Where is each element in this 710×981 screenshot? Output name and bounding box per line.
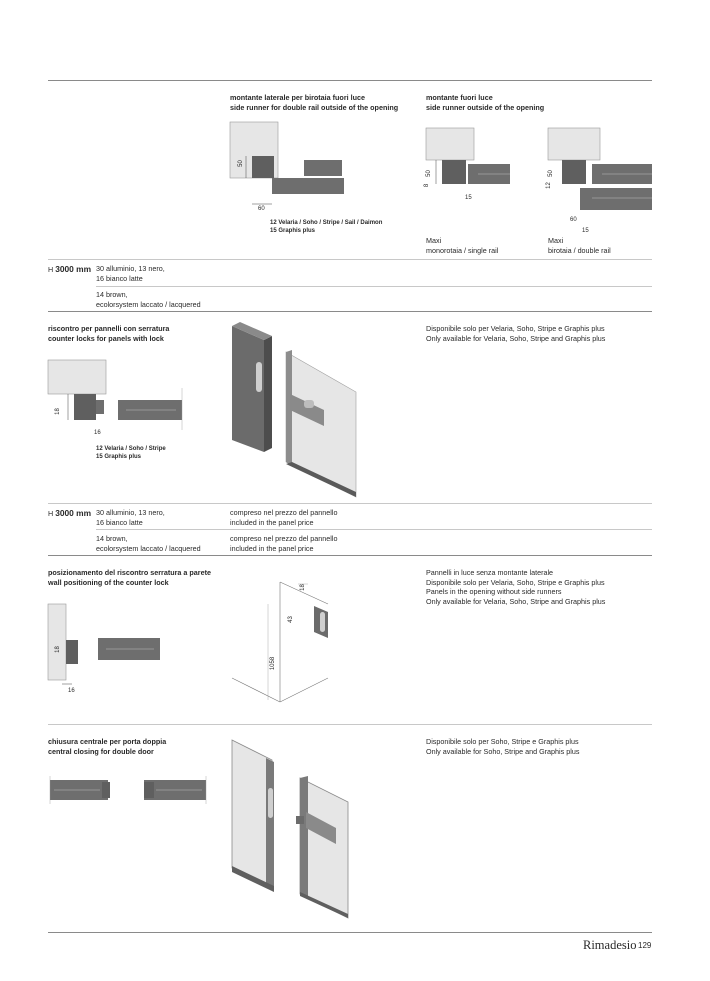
col2-caption	[426, 236, 498, 255]
table2-row-2-finish	[96, 534, 201, 553]
wall-dim-43: 43	[287, 616, 294, 623]
table1-row-2-line1: 14 brown,	[96, 290, 128, 299]
table2-row-1-finish-line1: 30 alluminio, 13 nero,	[96, 508, 165, 517]
illustration-counter-lock-3d	[228, 322, 358, 497]
col2-title	[426, 93, 544, 112]
table2-height-value: 3000 mm	[55, 508, 92, 518]
footer-rule	[48, 932, 652, 933]
dim-60: 60	[258, 206, 265, 212]
wall-position-note	[426, 568, 605, 606]
col3-caption-line1: Maxi	[548, 236, 564, 245]
counter-lock-caption-line2: 15 Graphis plus	[96, 454, 142, 460]
col1-title-en: side runner for double rail outside of the opening	[230, 102, 399, 112]
counter-lock-note-it: Disponibile solo per Velaria, Soho, Stripe e Graphis plus	[426, 324, 605, 333]
wall-position-title-it: posizionamento del riscontro serratura a parete	[48, 568, 211, 577]
table1-row-1-line1: 30 alluminio, 13 nero,	[96, 264, 165, 273]
col2-title-en: side runner outside of the opening	[426, 102, 545, 112]
section2-rule	[48, 311, 652, 312]
table2-row-1-price	[230, 508, 337, 527]
drawing-maxi-double-rail	[545, 128, 653, 228]
wall-dim-18: 18	[54, 646, 61, 653]
table1-height-prefix: H	[48, 265, 54, 274]
col1-caption-line1: 12 Velaria / Soho / Stripe / Sail / Daimon	[270, 220, 383, 226]
table2-row-1-price-en: included in the panel price	[230, 517, 314, 527]
wall-dim-18-b: 18	[299, 584, 306, 591]
wall-position-title-en: wall positioning of the counter lock	[48, 577, 169, 587]
table1-row-2-line2: ecolorsystem laccato / lacquered	[96, 299, 201, 309]
table2-row-2-price-it: compreso nel prezzo del pannello	[230, 534, 338, 543]
table1-row-1	[96, 264, 165, 283]
table1-mid-rule	[96, 286, 652, 287]
col1-caption	[270, 219, 382, 235]
counter-lock-caption-line1: 12 Velaria / Soho / Stripe	[96, 446, 166, 452]
col2-caption-line2: monorotaia / single rail	[426, 245, 499, 255]
table2-row-2-finish-line1: 14 brown,	[96, 534, 128, 543]
col2-caption-line1: Maxi	[426, 236, 442, 245]
counter-lock-title-it: riscontro per pannelli con serratura	[48, 324, 170, 333]
table2-row-1-finish-line2: 16 bianco latte	[96, 517, 143, 527]
counter-lock-dim-16: 16	[94, 430, 101, 436]
dim-8: 8	[424, 183, 431, 188]
central-closing-title	[48, 737, 166, 756]
counter-lock-title	[48, 324, 169, 343]
col3-caption	[548, 236, 611, 255]
wall-position-title	[48, 568, 211, 587]
table2-row-1-price-it: compreso nel prezzo del pannello	[230, 508, 338, 517]
counter-lock-dim-18: 18	[54, 408, 61, 415]
central-closing-note	[426, 737, 579, 756]
dim-50-c: 50	[547, 170, 554, 177]
col2-title-it: montante fuori luce	[426, 93, 493, 102]
section4-rule	[48, 724, 652, 725]
wall-position-note-line3: Panels in the opening without side runners	[426, 587, 562, 596]
dim-50-b: 50	[425, 170, 432, 177]
table1-row-1-line2: 16 bianco latte	[96, 273, 143, 283]
table2-top-rule	[48, 503, 652, 504]
central-closing-note-en: Only available for Soho, Stripe and Graphis plus	[426, 746, 580, 756]
table2-row-2-price	[230, 534, 337, 553]
table2-row-2-price-en: included in the panel price	[230, 543, 314, 553]
section3-rule	[48, 555, 652, 556]
table1-height	[48, 264, 91, 274]
wall-position-note-line2: Disponibile solo per Velaria, Soho, Stripe e Graphis plus	[426, 577, 605, 587]
col1-caption-line2: 15 Graphis plus	[270, 228, 316, 234]
drawing-side-runner-double-rail	[230, 122, 350, 222]
wall-dim-16: 16	[68, 688, 75, 694]
table2-height	[48, 508, 91, 518]
page-number: 129	[638, 941, 652, 950]
wall-position-note-line1: Pannelli in luce senza montante laterale	[426, 568, 554, 577]
table2-row-2-finish-line2: ecolorsystem laccato / lacquered	[96, 543, 201, 553]
wall-dim-1058: 1058	[270, 656, 277, 671]
counter-lock-caption	[96, 445, 166, 461]
illustration-wall-position-3d	[228, 574, 348, 704]
table2-height-prefix: H	[48, 509, 54, 518]
top-rule	[48, 80, 652, 81]
drawing-counter-lock-section	[48, 360, 188, 440]
brand-logo: Rimadesio	[583, 938, 637, 952]
central-closing-title-en: central closing for double door	[48, 746, 154, 756]
dim-60-c: 60	[570, 217, 577, 223]
counter-lock-title-en: counter locks for panels with lock	[48, 333, 164, 343]
counter-lock-note	[426, 324, 605, 343]
table1-top-rule	[48, 259, 652, 260]
dim-15: 15	[465, 195, 472, 201]
counter-lock-note-en: Only available for Velaria, Soho, Stripe and Graphis plus	[426, 333, 606, 343]
col1-title-it: montante laterale per birotaia fuori luce	[230, 93, 365, 102]
drawing-central-closing-section	[48, 776, 213, 806]
central-closing-note-it: Disponibile solo per Soho, Stripe e Graphis plus	[426, 737, 579, 746]
dim-50: 50	[237, 160, 244, 167]
table2-row-1-finish	[96, 508, 165, 527]
drawing-maxi-single-rail	[426, 128, 521, 198]
table2-mid-rule	[96, 529, 652, 530]
dim-12: 12	[545, 182, 552, 189]
col1-title	[230, 93, 398, 112]
table1-height-value: 3000 mm	[55, 264, 92, 274]
central-closing-title-it: chiusura centrale per porta doppia	[48, 737, 167, 746]
table1-row-2	[96, 290, 201, 309]
dim-15-c: 15	[582, 228, 589, 234]
col3-caption-line2: birotaia / double rail	[548, 245, 611, 255]
illustration-central-closing-3d	[228, 738, 358, 918]
wall-position-note-line4: Only available for Velaria, Soho, Stripe and Graphis plus	[426, 596, 606, 606]
drawing-wall-position-section	[48, 604, 168, 694]
